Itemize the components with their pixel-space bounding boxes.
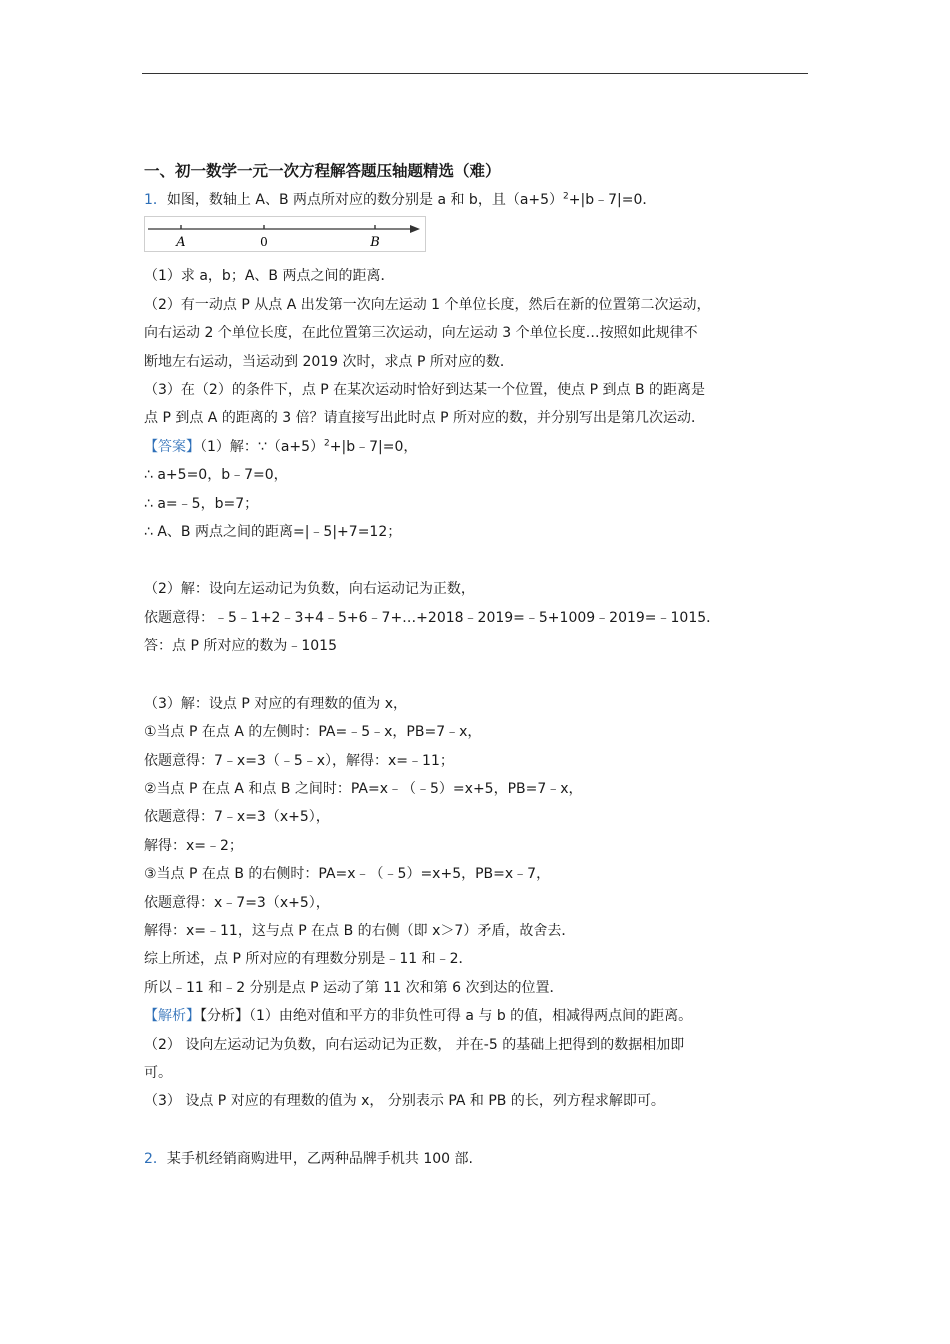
answer-part2-line1: （2）解：设向左运动记为负数，向右运动记为正数， [144, 581, 475, 598]
spacer [144, 546, 810, 575]
answer-part3-line9: 解得：x=﹣11，这与点 P 在点 B 的右侧（即 x＞7）矛盾，故舍去． [144, 922, 576, 939]
q1-stem: 1．如图，数轴上 A、B 两点所对应的数分别是 a 和 b，且$(a+5)^2+|b﹣7|=0$． [144, 191, 657, 208]
q1-part2-line2: 向右运动 2 个单位长度，在此位置第三次运动，向左运动 3 个单位长度…按照如此规律不 [144, 325, 698, 342]
answer-line2: ∴ a+5=0，b﹣7=0， [144, 467, 288, 484]
number-line-svg [144, 216, 426, 252]
q1-part2-line3: 断地左右运动，当运动到 2019 次时，求点 P 所对应的数． [144, 353, 514, 370]
answer-part2-line2: 依题意得：﹣5﹣1+2﹣3+4﹣5+6﹣7+…+2018﹣2019=﹣5+1009﹣2019=﹣1015． [144, 609, 721, 626]
section-title: 一、初一数学一元一次方程解答题压轴题精选（难） [144, 162, 501, 180]
answer-tag: 【答案】 [144, 438, 200, 455]
spacer [144, 661, 810, 690]
answer-part3-line6: 解得：x=﹣2； [144, 837, 243, 854]
q1-part1: （1）求 a，b；A、B 两点之间的距离． [144, 268, 395, 285]
answer-line4: ∴ A、B 两点之间的距离=|﹣5|+7=12； [144, 524, 402, 541]
answer-part3-line5: 依题意得：7﹣x=3（x+5）， [144, 809, 330, 826]
analysis-line3: 可。 [144, 1064, 172, 1081]
answer-part3-line3: 依题意得：7﹣x=3（﹣5﹣x），解得：x=﹣11； [144, 752, 454, 769]
answer-part3-line1: （3）解：设点 P 对应的有理数的值为 x， [144, 695, 407, 712]
q1-part3-line2: 点 P 到点 A 的距离的 3 倍？请直接写出此时点 P 所对应的数，并分别写出是第几次运动． [144, 410, 705, 427]
spacer [144, 1116, 810, 1145]
label-a: A [176, 235, 186, 251]
analysis-tag: 【解析】 [144, 1008, 200, 1025]
analysis-line1: 【解析】【分析】（1）由绝对值和平方的非负性可得 a 与 b 的值，相减得两点间的距离。 [144, 1008, 693, 1025]
analysis-line2: （2） 设向左运动记为负数，向右运动记为正数， 并在-5 的基础上把得到的数据相加即 [144, 1036, 685, 1053]
analysis-line4: （3） 设点 P 对应的有理数的值为 x， 分别表示 PA 和 PB 的长，列方程求解即可。 [144, 1093, 665, 1110]
answer-line1: 【答案】（1）解：$\because(a+5)^2+|b﹣7|=0$， [144, 438, 418, 455]
answer-part3-line11: 所以﹣11 和﹣2 分别是点 P 运动了第 11 次和第 6 次到达的位置． [144, 979, 564, 996]
q2-number: 2． [144, 1150, 167, 1167]
answer-part3-line8: 依题意得：x﹣7=3（x+5）， [144, 894, 330, 911]
q1-number: 1． [144, 192, 167, 208]
q2-stem: 2．某手机经销商购进甲，乙两种品牌手机共 100 部. [144, 1150, 473, 1167]
document-body [144, 160, 810, 1173]
q1-part2-line1: （2）有一动点 P 从点 A 出发第一次向左运动 1 个单位长度，然后在新的位置第二次运动， [144, 296, 711, 313]
answer-part3-line2: ①当点 P 在点 A 的左侧时：PA=﹣5﹣x，PB=7﹣x， [144, 724, 482, 741]
header-rule [142, 73, 808, 74]
answer-part2-line3: 答：点 P 所对应的数为﹣1015 [144, 638, 337, 655]
answer-line3: ∴ a=﹣5，b=7； [144, 495, 259, 512]
q1-part3-line1: （3）在（2）的条件下，点 P 在某次运动时恰好到达某一个位置，使点 P 到点 B 的距离是 [144, 382, 706, 399]
label-zero: 0 [260, 235, 268, 250]
answer-part3-line4: ②当点 P 在点 A 和点 B 之间时：PA=x﹣（﹣5）=x+5，PB=7﹣x， [144, 780, 583, 797]
answer-part3-line7: ③当点 P 在点 B 的右侧时：PA=x﹣（﹣5）=x+5，PB=x﹣7， [144, 866, 551, 883]
answer-part3-line10: 综上所述，点 P 所对应的有理数分别是﹣11 和﹣2． [144, 951, 473, 968]
label-b: B [370, 235, 380, 251]
number-line-figure [144, 216, 810, 256]
